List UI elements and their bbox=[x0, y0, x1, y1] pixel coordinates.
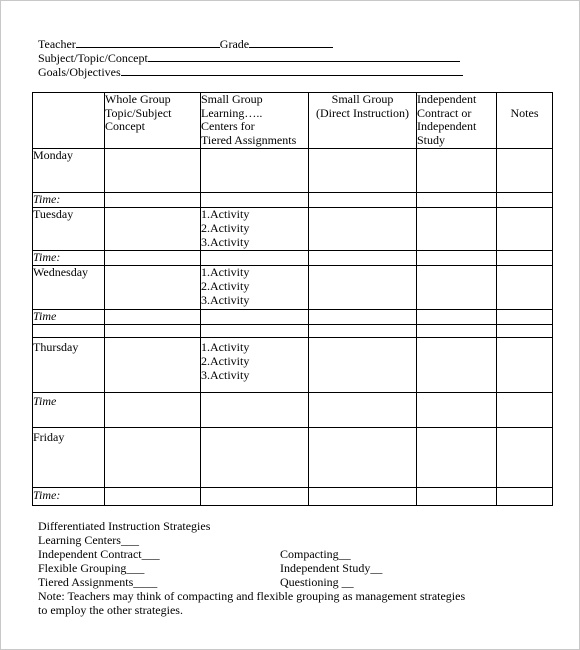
cell[interactable] bbox=[201, 427, 309, 487]
day-tuesday: Tuesday bbox=[33, 208, 105, 251]
cell[interactable] bbox=[201, 324, 309, 337]
strategy-tiered-assignments: Tiered Assignments____ bbox=[38, 575, 158, 589]
activity-3: 3.Activity bbox=[201, 292, 250, 307]
note-line-1: Note: Teachers may think of compacting and flexible grouping as management strategies bbox=[38, 589, 466, 603]
cell[interactable] bbox=[33, 324, 105, 337]
cell[interactable] bbox=[309, 324, 417, 337]
goals-field[interactable] bbox=[121, 64, 463, 76]
activity-2: 2.Activity bbox=[201, 353, 250, 368]
strategy-compacting: Compacting__ bbox=[280, 547, 351, 561]
cell[interactable] bbox=[105, 265, 201, 309]
cell[interactable] bbox=[417, 309, 497, 324]
activity-1: 1.Activity bbox=[201, 207, 250, 221]
table-row bbox=[33, 193, 553, 208]
goals-label: Goals/Objectives bbox=[38, 65, 121, 79]
note-line-2: to employ the other strategies. bbox=[38, 603, 183, 617]
cell[interactable] bbox=[309, 208, 417, 251]
activity-3: 3.Activity bbox=[201, 235, 250, 249]
cell[interactable] bbox=[309, 265, 417, 309]
table-row bbox=[33, 149, 553, 193]
activity-1: 1.Activity bbox=[201, 264, 250, 279]
day-wednesday: Wednesday bbox=[33, 265, 105, 309]
cell[interactable] bbox=[201, 487, 309, 505]
cell[interactable] bbox=[309, 487, 417, 505]
cell[interactable] bbox=[105, 392, 201, 427]
time-tuesday: Time: bbox=[33, 251, 105, 266]
time-wednesday: Time bbox=[33, 309, 105, 324]
time-thursday: Time bbox=[33, 392, 105, 427]
col-independent: Independent Contract or Independent Study bbox=[417, 93, 497, 149]
cell[interactable] bbox=[105, 487, 201, 505]
cell[interactable] bbox=[309, 337, 417, 392]
cell[interactable] bbox=[309, 309, 417, 324]
cell[interactable] bbox=[105, 427, 201, 487]
table-row bbox=[33, 309, 553, 324]
cell[interactable] bbox=[105, 324, 201, 337]
subject-field[interactable] bbox=[148, 50, 460, 62]
cell[interactable] bbox=[201, 251, 309, 266]
table-row bbox=[33, 487, 553, 505]
day-friday: Friday bbox=[33, 427, 105, 487]
cell[interactable] bbox=[201, 309, 309, 324]
grade-label: Grade bbox=[219, 37, 250, 51]
strategy-learning-centers: Learning Centers___ bbox=[38, 533, 139, 547]
activity-2: 2.Activity bbox=[201, 221, 250, 235]
cell[interactable] bbox=[417, 392, 497, 427]
cell[interactable] bbox=[417, 324, 497, 337]
subject-label: Subject/Topic/Concept bbox=[38, 51, 148, 65]
cell[interactable] bbox=[417, 193, 497, 208]
cell[interactable] bbox=[309, 427, 417, 487]
cell[interactable] bbox=[417, 265, 497, 309]
cell[interactable] bbox=[497, 427, 553, 487]
teacher-field[interactable] bbox=[76, 36, 220, 48]
cell[interactable] bbox=[497, 487, 553, 505]
cell[interactable] bbox=[497, 149, 553, 193]
strategy-independent-study: Independent Study__ bbox=[280, 561, 383, 575]
lesson-plan-table bbox=[32, 92, 553, 506]
table-row bbox=[33, 324, 553, 337]
table-row bbox=[33, 427, 553, 487]
cell[interactable] bbox=[417, 251, 497, 266]
day-thursday: Thursday bbox=[33, 337, 105, 392]
activity-list bbox=[201, 337, 309, 392]
cell[interactable] bbox=[105, 208, 201, 251]
col-notes: Notes bbox=[497, 93, 553, 149]
strategies-title: Differentiated Instruction Strategies bbox=[38, 519, 211, 533]
strategy-questioning: Questioning __ bbox=[280, 575, 354, 589]
table-row bbox=[33, 251, 553, 266]
cell[interactable] bbox=[105, 251, 201, 266]
cell[interactable] bbox=[497, 265, 553, 309]
col-whole-group: Whole Group Topic/Subject Concept bbox=[105, 93, 201, 149]
cell[interactable] bbox=[309, 193, 417, 208]
cell[interactable] bbox=[201, 193, 309, 208]
cell[interactable] bbox=[105, 149, 201, 193]
col-small-group-direct: Small Group (Direct Instruction) bbox=[309, 93, 417, 149]
cell[interactable] bbox=[309, 392, 417, 427]
cell[interactable] bbox=[417, 427, 497, 487]
table-row bbox=[33, 392, 553, 427]
corner-cell bbox=[33, 93, 105, 149]
cell[interactable] bbox=[105, 309, 201, 324]
cell[interactable] bbox=[417, 208, 497, 251]
teacher-grade-line bbox=[38, 36, 333, 51]
cell[interactable] bbox=[417, 149, 497, 193]
cell[interactable] bbox=[417, 487, 497, 505]
cell[interactable] bbox=[105, 193, 201, 208]
cell[interactable] bbox=[497, 251, 553, 266]
activity-list bbox=[201, 208, 309, 251]
col-small-group-centers: Small Group Learning….. Centers for Tiered Assignments bbox=[201, 93, 309, 149]
cell[interactable] bbox=[497, 337, 553, 392]
activity-3: 3.Activity bbox=[201, 367, 250, 382]
cell[interactable] bbox=[497, 208, 553, 251]
activity-1: 1.Activity bbox=[201, 339, 250, 354]
table-header-row bbox=[33, 93, 553, 149]
strategy-flexible-grouping: Flexible Grouping___ bbox=[38, 561, 145, 575]
table-row bbox=[33, 337, 553, 392]
cell[interactable] bbox=[201, 392, 309, 427]
day-monday: Monday bbox=[33, 149, 105, 193]
cell[interactable] bbox=[309, 251, 417, 266]
cell[interactable] bbox=[497, 324, 553, 337]
time-monday: Time: bbox=[33, 193, 105, 208]
table-row bbox=[33, 208, 553, 251]
cell[interactable] bbox=[497, 193, 553, 208]
activity-list bbox=[201, 265, 309, 309]
cell[interactable] bbox=[497, 392, 553, 427]
cell[interactable] bbox=[417, 337, 497, 392]
cell[interactable] bbox=[497, 309, 553, 324]
cell[interactable] bbox=[201, 149, 309, 193]
cell[interactable] bbox=[105, 337, 201, 392]
activity-2: 2.Activity bbox=[201, 278, 250, 293]
strategy-independent-contract: Independent Contract___ bbox=[38, 547, 160, 561]
goals-line bbox=[38, 64, 463, 79]
grade-field[interactable] bbox=[249, 36, 333, 48]
table-row bbox=[33, 265, 553, 309]
teacher-label: Teacher bbox=[38, 37, 76, 51]
subject-line bbox=[38, 50, 460, 65]
time-friday: Time: bbox=[33, 487, 105, 505]
cell[interactable] bbox=[309, 149, 417, 193]
